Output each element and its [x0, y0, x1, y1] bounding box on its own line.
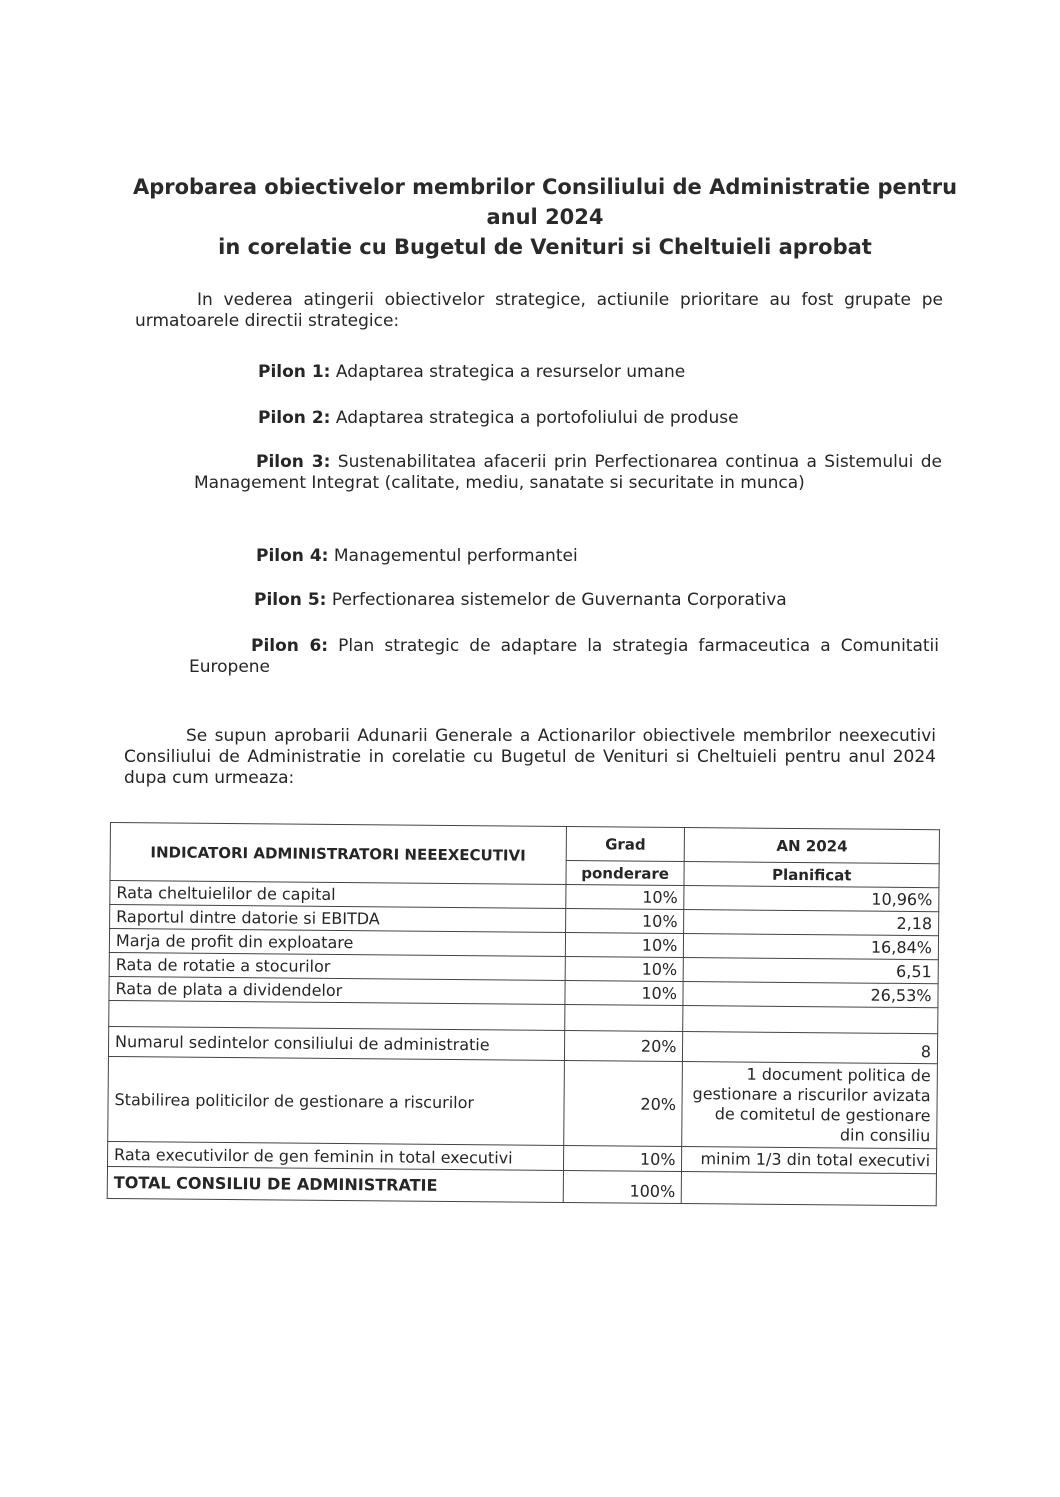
header-grad: Grad: [566, 826, 685, 861]
table-total-row: [107, 1166, 936, 1205]
title-line-2: anul 2024: [486, 205, 604, 229]
title-line-3: in corelatie cu Bugetul de Venituri si Cheltuieli aprobat: [218, 235, 872, 259]
proposal-text: Se supun aprobarii Adunarii Generale a Actionarilor obiectivele membrilor neexecutivi Consiliului de Administratie in corelatie cu Bugetul de Venituri si Cheltuieli pentru anul 2024 dupa cum urmeaza:: [124, 726, 936, 788]
document-title: [130, 172, 960, 262]
row-weight: 20%: [564, 1030, 683, 1061]
row-weight: 10%: [565, 884, 684, 909]
row-planned: 10,96%: [684, 886, 939, 912]
pilon-5-label: Pilon 5:: [254, 590, 327, 610]
pilon-6: [189, 636, 939, 678]
pilon-1-text: Adaptarea strategica a resurselor umane: [335, 362, 686, 382]
pilon-2: [258, 408, 858, 429]
pilon-5: [254, 590, 874, 611]
table-row: [108, 1056, 938, 1148]
row-planned: minim 1/3 din total executivi: [682, 1147, 937, 1174]
pilon-3-text: Sustenabilitatea afacerii prin Perfectionarea continua a Sistemului de Management Integrat (calitate, mediu, sanatate si securitate in munca): [194, 452, 942, 493]
pilon-6-text: Plan strategic de adaptare la strategia farmaceutica a Comunitatii Europene: [189, 636, 939, 677]
total-indicator: TOTAL CONSILIU DE ADMINISTRATIE: [107, 1166, 563, 1202]
total-planned: [682, 1172, 937, 1206]
pilon-5-text: Perfectionarea sistemelor de Guvernanta Corporativa: [331, 590, 787, 610]
row-weight: 10%: [565, 956, 684, 981]
pilon-4-text: Managementul performantei: [333, 546, 578, 566]
row-indicator: Marja de profit din exploatare: [109, 929, 565, 957]
pilon-3-label: Pilon 3:: [256, 452, 331, 472]
pilon-1: [258, 362, 858, 383]
row-weight: 10%: [565, 980, 684, 1005]
row-planned: 1 document politica de gestionare a riscurilor avizata de comitetul de gestionare din consiliu: [682, 1062, 937, 1149]
row-planned: 26,53%: [683, 982, 938, 1008]
pilon-2-label: Pilon 2:: [258, 408, 331, 428]
objectives-table: [107, 822, 940, 1206]
pilon-6-label: Pilon 6:: [251, 636, 329, 656]
header-indicator: INDICATORI ADMINISTRATORI NEEEXECUTIVI: [110, 823, 566, 885]
total-weight: 100%: [563, 1170, 682, 1203]
row-planned: 2,18: [684, 910, 939, 936]
proposal-paragraph: [124, 726, 936, 789]
row-planned: 8: [683, 1032, 938, 1064]
pilon-4: [256, 546, 856, 567]
table-header-row: [110, 823, 939, 864]
intro-paragraph: [135, 290, 943, 332]
row-weight: 20%: [563, 1060, 682, 1146]
row-indicator: Rata de rotatie a stocurilor: [109, 952, 565, 980]
row-weight: 10%: [563, 1145, 682, 1171]
row-indicator: Rata de plata a dividendelor: [109, 976, 565, 1004]
row-indicator: Rata executivilor de gen feminin in total executivi: [107, 1141, 563, 1170]
title-line-1: Aprobarea obiectivelor membrilor Consiliului de Administratie pentru: [132, 175, 958, 199]
pilon-2-text: Adaptarea strategica a portofoliului de produse: [335, 408, 739, 428]
header-ponderare: ponderare: [566, 860, 685, 885]
pilon-4-label: Pilon 4:: [256, 546, 329, 566]
row-indicator: Raportul dintre datorie si EBITDA: [110, 905, 566, 933]
row-weight: 10%: [565, 908, 684, 933]
row-indicator: Stabilirea politicilor de gestionare a riscurilor: [108, 1056, 564, 1145]
pilon-3: [194, 452, 942, 494]
row-planned: 16,84%: [684, 934, 939, 960]
header-an: AN 2024: [685, 828, 940, 864]
intro-text: In vederea atingerii obiectivelor strategice, actiunile prioritare au fost grupate pe urmatoarele directii strategice:: [135, 290, 943, 331]
row-planned: 6,51: [684, 958, 939, 984]
header-planificat: Planificat: [684, 862, 939, 888]
pilon-1-label: Pilon 1:: [258, 362, 331, 382]
row-indicator: Rata cheltuielilor de capital: [110, 881, 566, 909]
row-indicator: Numarul sedintelor consiliului de administratie: [108, 1026, 564, 1060]
row-weight: 10%: [565, 932, 684, 957]
